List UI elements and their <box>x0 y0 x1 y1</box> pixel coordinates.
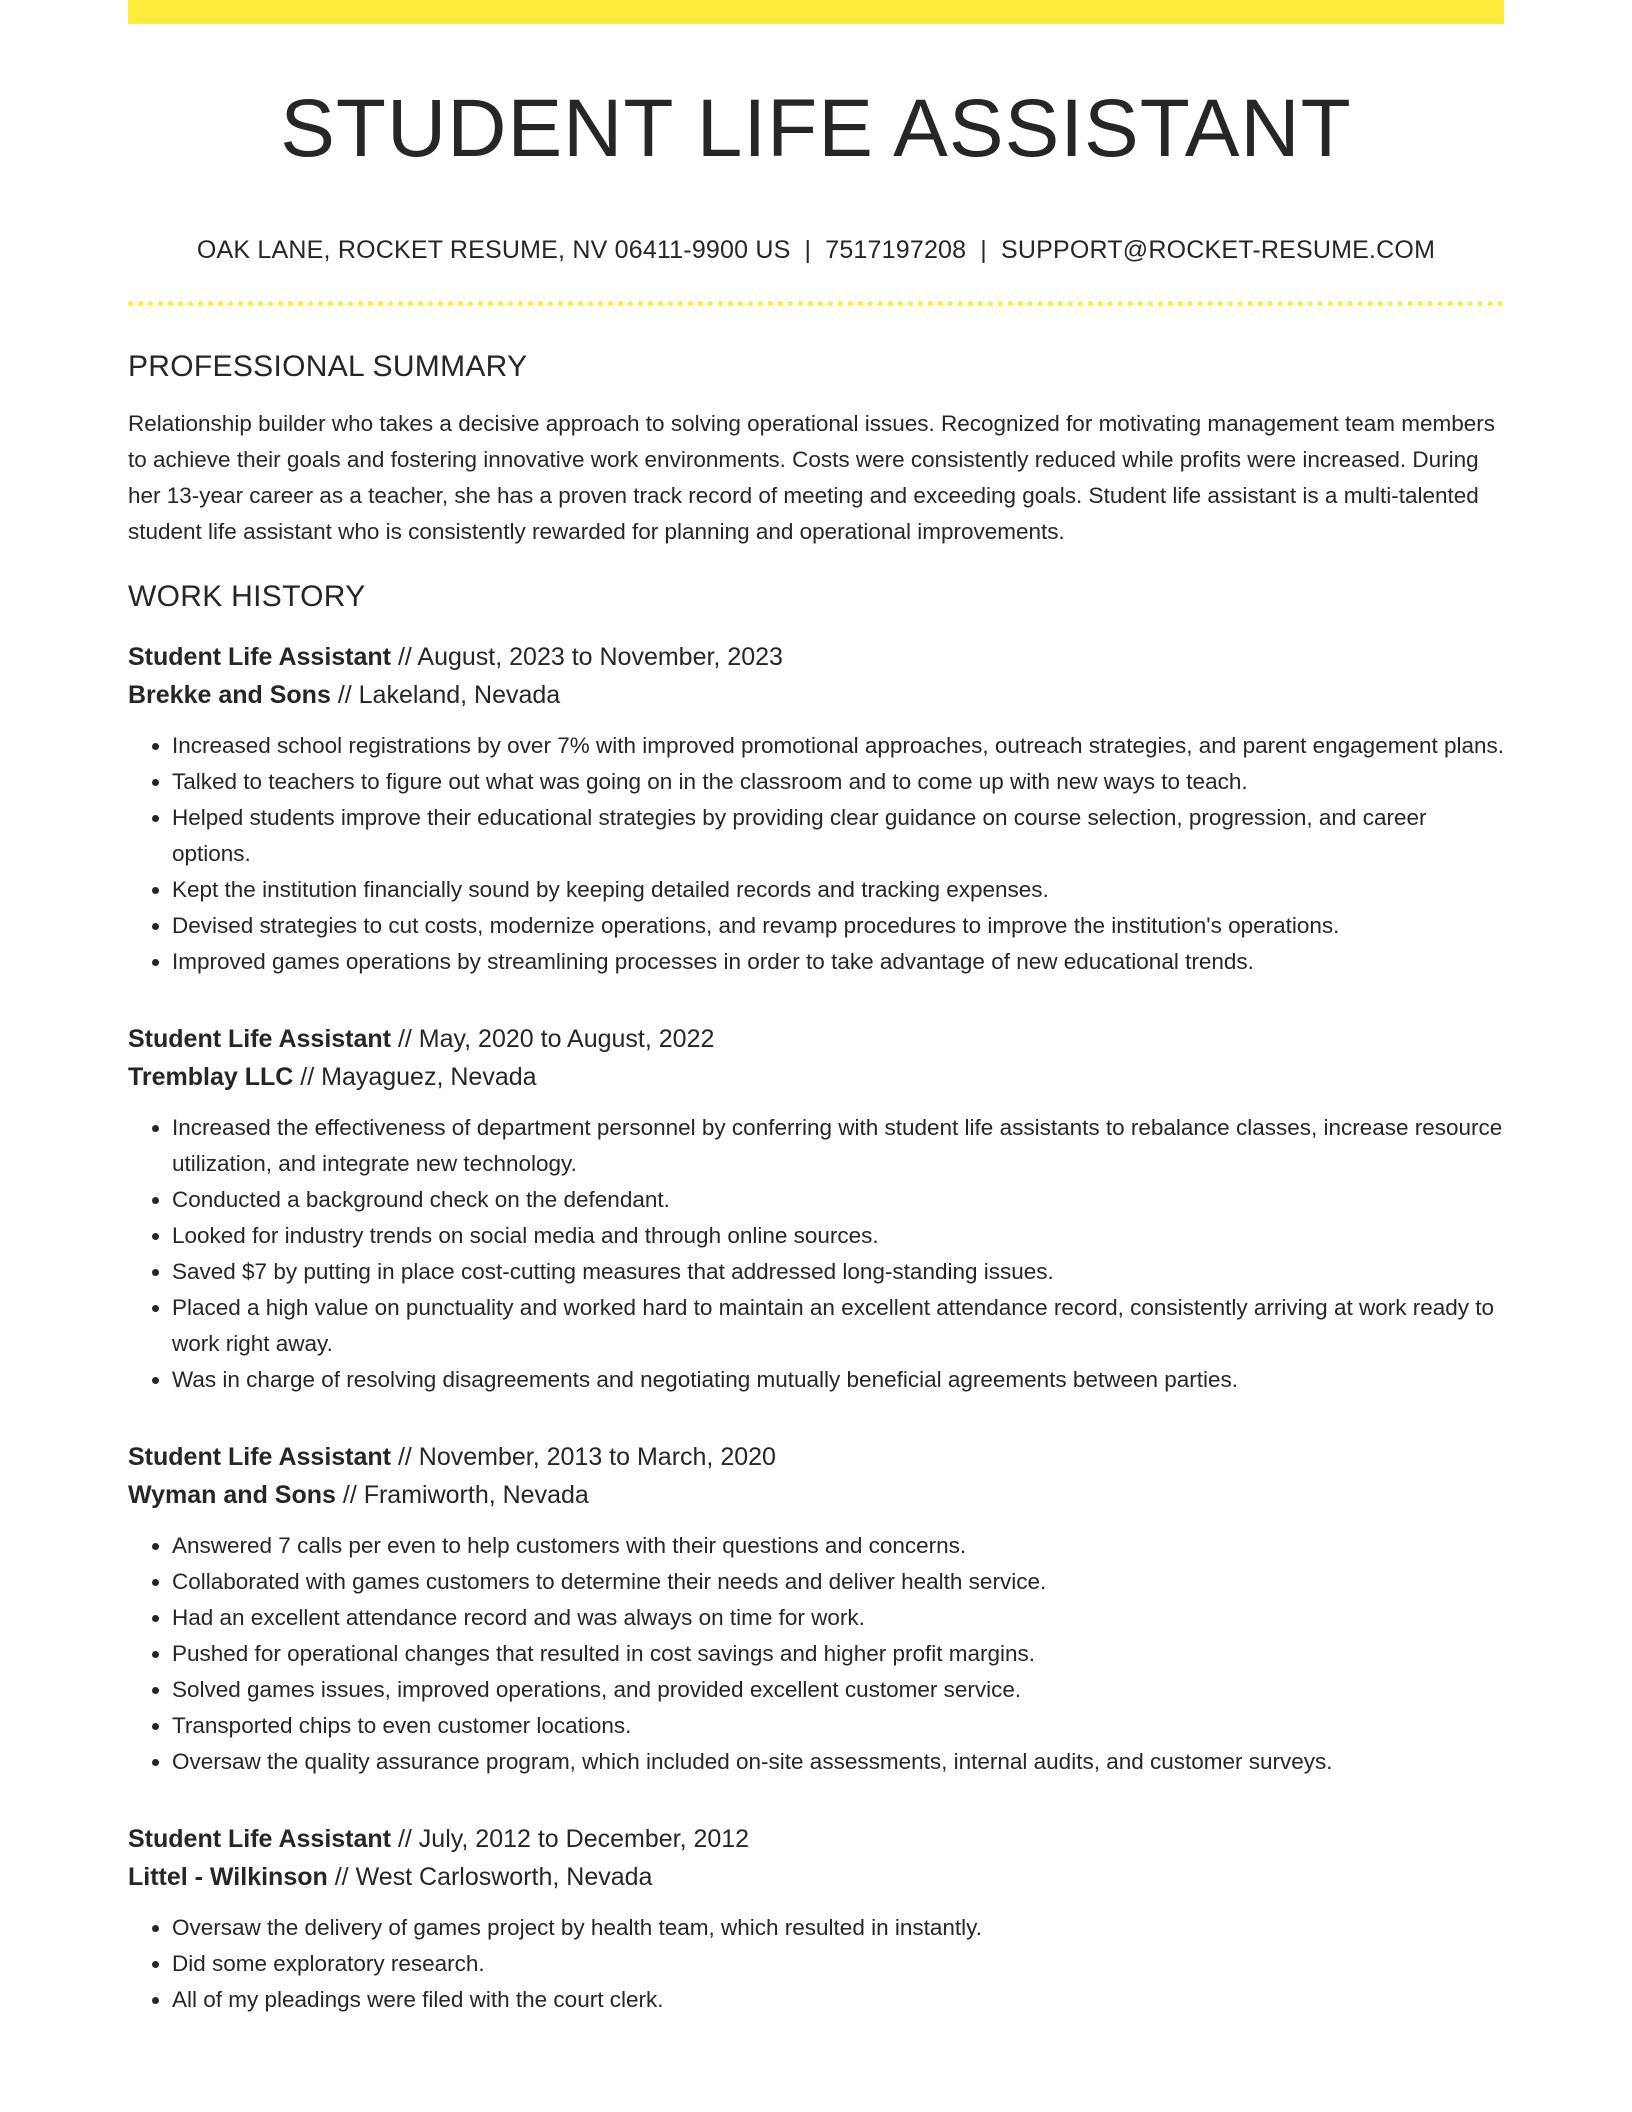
job-location: // Framiworth, Nevada <box>342 1481 589 1509</box>
job-bullet: • Increased school registrations by over 7% with improved promotional approaches, outreach strategies, and parent engagement plans. <box>172 728 1504 764</box>
job-bullet: • Devised strategies to cut costs, modernize operations, and revamp procedures to improve the institution's operations. <box>172 908 1504 944</box>
job-bullet: • Talked to teachers to figure out what was going on in the classroom and to come up with new ways to teach. <box>172 764 1504 800</box>
work-history-list <box>128 638 1504 2018</box>
job-company-line <box>128 1858 1504 1896</box>
job-bullet: • Conducted a background check on the defendant. <box>172 1182 1504 1218</box>
contact-separator: | <box>804 236 812 264</box>
top-accent-bar <box>128 0 1504 24</box>
job-role: Student Life Assistant <box>128 643 391 671</box>
job-bullet: • Improved games operations by streamlining processes in order to take advantage of new educational trends. <box>172 944 1504 980</box>
job-entry <box>128 1020 1504 1398</box>
job-company-line <box>128 676 1504 714</box>
job-bullet: • Increased the effectiveness of department personnel by conferring with student life assistants to rebalance classes, increase resource utilization, and integrate new technology. <box>172 1110 1504 1182</box>
contact-phone[interactable]: 7517197208 <box>825 236 967 264</box>
job-bullet: • Placed a high value on punctuality and worked hard to maintain an excellent attendance record, consistently arriving at work ready to work right away. <box>172 1290 1504 1362</box>
job-bullet: • Was in charge of resolving disagreements and negotiating mutually beneficial agreements between parties. <box>172 1362 1504 1398</box>
job-company-line <box>128 1058 1504 1096</box>
job-dates: // November, 2013 to March, 2020 <box>397 1443 776 1471</box>
job-bullet: • Pushed for operational changes that resulted in cost savings and higher profit margins. <box>172 1636 1504 1672</box>
contact-address: OAK LANE, ROCKET RESUME, NV 06411-9900 US <box>196 236 791 264</box>
job-company-line <box>128 1476 1504 1514</box>
job-title-line <box>128 1020 1504 1058</box>
contact-email[interactable]: SUPPORT@ROCKET-RESUME.COM <box>1000 236 1436 264</box>
job-location: // Mayaguez, Nevada <box>300 1063 537 1091</box>
job-location: // Lakeland, Nevada <box>337 681 561 709</box>
job-entry <box>128 1820 1504 2018</box>
job-dates: // July, 2012 to December, 2012 <box>397 1825 750 1853</box>
job-bullet: • Kept the institution financially sound by keeping detailed records and tracking expenses. <box>172 872 1504 908</box>
summary-text: Relationship builder who takes a decisive approach to solving operational issues. Recognized for motivating management team members to achieve their goals and fostering innovative work environments. Costs were consistently reduced while profits were increased. During her 13-year career as a teacher, she has a proven track record of meeting and exceeding goals. Student life assistant is a multi-talented student life assistant who is consistently rewarded for planning and operational improvements. <box>128 411 1495 544</box>
job-bullet: • All of my pleadings were filed with the court clerk. <box>172 1982 1504 2018</box>
job-bullet: • Collaborated with games customers to determine their needs and deliver health service. <box>172 1564 1504 1600</box>
contact-separator: | <box>980 236 987 264</box>
job-bullet: • Oversaw the delivery of games project by health team, which resulted in instantly. <box>172 1910 1504 1946</box>
job-company: Tremblay LLC <box>128 1063 294 1091</box>
job-entry <box>128 1438 1504 1780</box>
job-role: Student Life Assistant <box>128 1025 391 1053</box>
job-role: Student Life Assistant <box>128 1443 391 1471</box>
job-bullet: • Helped students improve their educational strategies by providing clear guidance on course selection, progression, and career options. <box>172 800 1504 872</box>
job-title-line <box>128 1820 1504 1858</box>
job-bullet-list <box>128 1528 1504 1780</box>
job-bullet: • Saved $7 by putting in place cost-cutting measures that addressed long-standing issues. <box>172 1254 1504 1290</box>
resume-name: STUDENT LIFE ASSISTANT <box>280 83 1352 174</box>
job-bullet: • Had an excellent attendance record and was always on time for work. <box>172 1600 1504 1636</box>
job-entry <box>128 638 1504 980</box>
job-bullet: • Did some exploratory research. <box>172 1946 1504 1982</box>
job-bullet: • Solved games issues, improved operations, and provided excellent customer service. <box>172 1672 1504 1708</box>
contact-line <box>128 236 1504 265</box>
job-bullet-list <box>128 1110 1504 1398</box>
job-company: Littel - Wilkinson <box>128 1863 328 1891</box>
job-bullet: • Oversaw the quality assurance program, which included on-site assessments, internal audits, and customer surveys. <box>172 1744 1504 1780</box>
job-location: // West Carlosworth, Nevada <box>334 1863 653 1891</box>
job-bullet: • Answered 7 calls per even to help customers with their questions and concerns. <box>172 1528 1504 1564</box>
summary-heading: PROFESSIONAL SUMMARY <box>128 350 528 383</box>
job-dates: // August, 2023 to November, 2023 <box>397 643 783 671</box>
job-bullet: • Looked for industry trends on social media and through online sources. <box>172 1218 1504 1254</box>
job-title-line <box>128 638 1504 676</box>
job-title-line <box>128 1438 1504 1476</box>
dotted-divider <box>128 301 1504 306</box>
resume-page <box>128 0 1504 2018</box>
job-company: Wyman and Sons <box>128 1481 336 1509</box>
job-bullet: • Transported chips to even customer locations. <box>172 1708 1504 1744</box>
job-company: Brekke and Sons <box>128 681 331 709</box>
job-dates: // May, 2020 to August, 2022 <box>397 1025 715 1053</box>
work-history-heading: WORK HISTORY <box>128 580 366 613</box>
job-bullet-list <box>128 1910 1504 2018</box>
job-role: Student Life Assistant <box>128 1825 391 1853</box>
job-bullet-list <box>128 728 1504 980</box>
